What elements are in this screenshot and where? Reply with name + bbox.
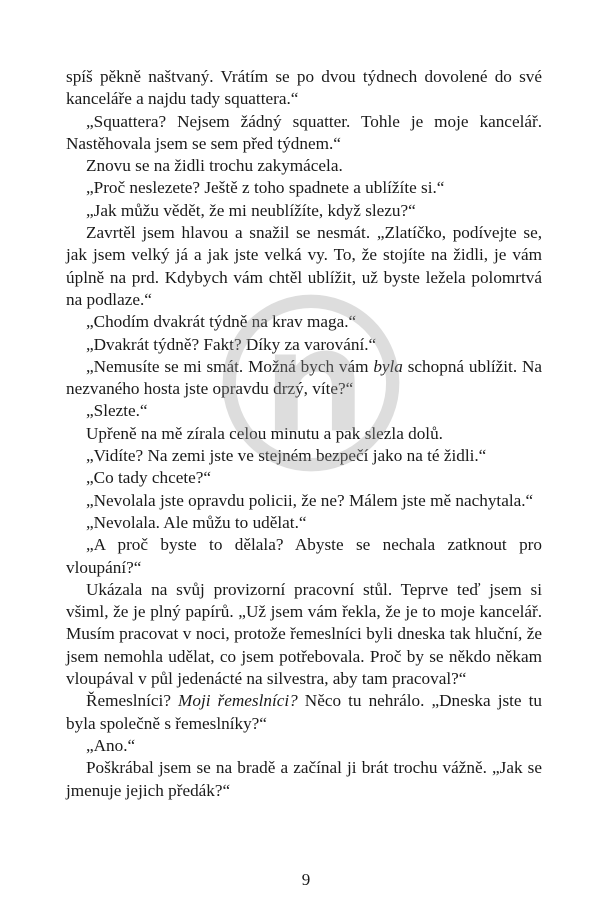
paragraph — [66, 690, 542, 735]
paragraph — [66, 311, 542, 333]
text-run: spíš pěkně naštvaný. Vrátím se po dvou týdnech dovolené do své kanceláře a najdu tady squattera.“ — [66, 67, 542, 109]
paragraph — [66, 222, 542, 311]
italic-text: Moji řemeslníci? — [178, 691, 298, 711]
paragraph — [66, 490, 542, 512]
text-run: „Squattera? Nejsem žádný squatter. Tohle je moje kancelář. Nastěhovala jsem se sem před týdnem.“ — [66, 111, 542, 153]
paragraph — [66, 200, 542, 222]
paragraph — [66, 155, 542, 177]
text-run: Upřeně na mě zírala celou minutu a pak slezla dolů. — [86, 423, 443, 443]
paragraph — [66, 467, 542, 489]
text-run: Znovu se na židli trochu zakymácela. — [86, 156, 343, 176]
paragraph — [66, 757, 542, 802]
paragraph — [66, 423, 542, 445]
text-run: „Ano.“ — [86, 735, 136, 755]
paragraph — [66, 400, 542, 422]
text-run: „Chodím dvakrát týdně na krav maga.“ — [86, 312, 357, 332]
page-number: 9 — [301, 870, 311, 889]
book-page-text — [66, 66, 542, 802]
paragraph — [66, 334, 542, 356]
text-run: Poškrábal jsem se na bradě a začínal ji brát trochu vážně. „Jak se jmenuje jejich předák?“ — [66, 758, 542, 800]
text-run: „Co tady chcete?“ — [86, 468, 212, 488]
paragraph — [66, 66, 542, 111]
text-run: „Slezte.“ — [86, 401, 148, 421]
text-run: Zavrtěl jsem hlavou a snažil se nesmát. „Zlatíčko, podívejte se, jak jsem velký já a jak jste velká vy. To, že stojíte na židli, je vám úplně na prd. Kdybych vám chtěl ublížit, už byste ležela polomrtvá na podlaze.“ — [66, 223, 542, 309]
paragraph — [66, 111, 542, 156]
text-run: Řemeslníci? — [86, 691, 179, 711]
paragraph — [66, 512, 542, 534]
paragraph — [66, 534, 542, 579]
text-run: „Nevolala jste opravdu policii, že ne? Málem jste mě nachytala.“ — [86, 490, 534, 510]
paragraph — [66, 579, 542, 690]
paragraph — [66, 177, 542, 199]
text-run: „Jak můžu vědět, že mi neublížíte, když slezu?“ — [86, 200, 416, 220]
text-run: „Proč neslezete? Ještě z toho spadnete a ublížíte si.“ — [86, 178, 445, 198]
italic-text: byla — [373, 356, 403, 376]
paragraph — [66, 356, 542, 401]
paragraph — [66, 445, 542, 467]
text-run: schopná ublížit. Na nezvaného hosta jste opravdu drzý, víte?“ — [66, 356, 542, 399]
text-run: „Nemusíte se mi smát. Možná bych vám — [86, 356, 374, 376]
text-run: Něco tu nehrálo. „Dneska jste tu byla společně s řemeslníky?“ — [66, 691, 542, 733]
text-run: „Vidíte? Na zemi jste ve stejném bezpečí jako na té židli.“ — [86, 446, 487, 466]
text-run: „Nevolala. Ale můžu to udělat.“ — [86, 512, 307, 532]
text-run: „Dvakrát týdně? Fakt? Díky za varování.“ — [86, 334, 377, 354]
text-run: „A proč byste to dělala? Abyste se nechala zatknout pro vloupání?“ — [66, 535, 542, 577]
paragraph — [66, 735, 542, 757]
text-run: Ukázala na svůj provizorní pracovní stůl. Teprve teď jsem si všiml, že je plný papírů. „Už jsem vám řekla, že je to moje kancelář. Musím pracovat v noci, protože řemeslníci byli dneska tak hluční, že jsem nemohla udělat, co jsem potřebovala. Proč by se někdo někam vloupával v půl jedenácté na silvestra, aby tam pracoval?“ — [66, 579, 542, 689]
